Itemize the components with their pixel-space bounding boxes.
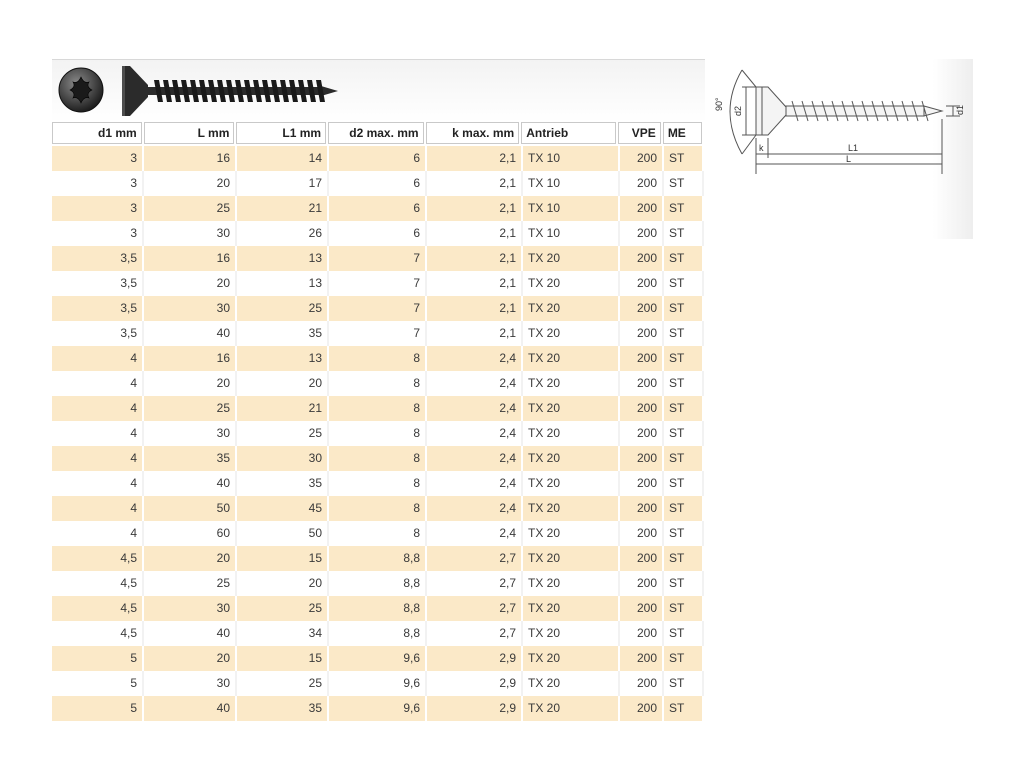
cell-l1: 13 (237, 346, 329, 371)
cell-k: 2,7 (427, 546, 523, 571)
cell-vpe: 200 (620, 296, 664, 321)
cell-l1: 15 (237, 546, 329, 571)
cell-vpe: 200 (620, 346, 664, 371)
table-row (52, 196, 704, 221)
cell-l1: 20 (237, 371, 329, 396)
header-l: L mm (144, 122, 235, 144)
cell-me: ST (664, 296, 704, 321)
cell-d2: 8,8 (329, 546, 427, 571)
cell-vpe: 200 (620, 246, 664, 271)
cell-d1: 4,5 (52, 596, 144, 621)
cell-l: 20 (144, 171, 237, 196)
cell-me: ST (664, 671, 704, 696)
cell-k: 2,1 (427, 271, 523, 296)
table-row (52, 446, 704, 471)
cell-me: ST (664, 596, 704, 621)
cell-d2: 8 (329, 496, 427, 521)
cell-d1: 4 (52, 346, 144, 371)
table-row (52, 596, 704, 621)
cell-me: ST (664, 146, 704, 171)
cell-me: ST (664, 521, 704, 546)
angle-label: 90° (714, 97, 724, 111)
table-row (52, 471, 704, 496)
cell-d1: 3 (52, 146, 144, 171)
cell-vpe: 200 (620, 446, 664, 471)
header-d1: d1 mm (52, 122, 142, 144)
cell-me: ST (664, 346, 704, 371)
cell-antrieb: TX 20 (523, 696, 620, 721)
cell-k: 2,1 (427, 171, 523, 196)
cell-d2: 6 (329, 146, 427, 171)
cell-k: 2,1 (427, 296, 523, 321)
cell-l1: 45 (237, 496, 329, 521)
cell-l: 30 (144, 671, 237, 696)
cell-k: 2,1 (427, 196, 523, 221)
cell-d1: 5 (52, 671, 144, 696)
cell-me: ST (664, 471, 704, 496)
cell-l: 30 (144, 421, 237, 446)
table-row (52, 621, 704, 646)
l1-label: L1 (848, 143, 859, 153)
table-row (52, 271, 704, 296)
table-row (52, 696, 704, 721)
cell-d1: 3 (52, 171, 144, 196)
cell-l1: 25 (237, 671, 329, 696)
cell-me: ST (664, 221, 704, 246)
cell-antrieb: TX 10 (523, 221, 620, 246)
cell-l1: 35 (237, 471, 329, 496)
cell-d2: 6 (329, 171, 427, 196)
table-row (52, 396, 704, 421)
cell-l: 40 (144, 696, 237, 721)
cell-k: 2,1 (427, 221, 523, 246)
cell-vpe: 200 (620, 696, 664, 721)
cell-antrieb: TX 20 (523, 471, 620, 496)
cell-k: 2,4 (427, 346, 523, 371)
cell-antrieb: TX 10 (523, 171, 620, 196)
d1-label: d1 (955, 104, 965, 115)
cell-d1: 4 (52, 446, 144, 471)
cell-l1: 13 (237, 246, 329, 271)
cell-antrieb: TX 20 (523, 596, 620, 621)
cell-l: 35 (144, 446, 237, 471)
table-body (52, 146, 704, 721)
cell-l1: 21 (237, 396, 329, 421)
cell-l1: 14 (237, 146, 329, 171)
header-l1: L1 mm (236, 122, 326, 144)
cell-me: ST (664, 246, 704, 271)
table-row (52, 146, 704, 171)
table-row (52, 646, 704, 671)
table-row (52, 346, 704, 371)
table-row (52, 296, 704, 321)
table-row (52, 371, 704, 396)
cell-l1: 26 (237, 221, 329, 246)
cell-d2: 8 (329, 421, 427, 446)
cell-vpe: 200 (620, 196, 664, 221)
cell-l: 40 (144, 471, 237, 496)
cell-l1: 17 (237, 171, 329, 196)
cell-k: 2,4 (427, 496, 523, 521)
cell-l: 25 (144, 571, 237, 596)
cell-l: 16 (144, 246, 237, 271)
cell-antrieb: TX 20 (523, 396, 620, 421)
cell-vpe: 200 (620, 621, 664, 646)
table-row (52, 571, 704, 596)
cell-d1: 4 (52, 421, 144, 446)
cell-d1: 5 (52, 696, 144, 721)
cell-antrieb: TX 20 (523, 621, 620, 646)
cell-vpe: 200 (620, 546, 664, 571)
cell-me: ST (664, 196, 704, 221)
cell-me: ST (664, 321, 704, 346)
cell-l: 40 (144, 621, 237, 646)
spec-table (52, 120, 704, 721)
cell-k: 2,9 (427, 696, 523, 721)
cell-k: 2,7 (427, 596, 523, 621)
cell-k: 2,7 (427, 571, 523, 596)
header-d2: d2 max. mm (328, 122, 424, 144)
cell-antrieb: TX 20 (523, 246, 620, 271)
cell-antrieb: TX 20 (523, 346, 620, 371)
cell-me: ST (664, 496, 704, 521)
cell-me: ST (664, 621, 704, 646)
cell-d1: 3,5 (52, 321, 144, 346)
table-row (52, 171, 704, 196)
cell-d2: 8 (329, 471, 427, 496)
cell-k: 2,7 (427, 621, 523, 646)
cell-k: 2,4 (427, 396, 523, 421)
cell-d1: 4 (52, 396, 144, 421)
cell-l1: 25 (237, 296, 329, 321)
cell-d1: 4 (52, 521, 144, 546)
cell-antrieb: TX 10 (523, 196, 620, 221)
cell-k: 2,9 (427, 671, 523, 696)
cell-antrieb: TX 20 (523, 371, 620, 396)
cell-d1: 3,5 (52, 271, 144, 296)
header-antrieb: Antrieb (521, 122, 616, 144)
cell-d2: 7 (329, 321, 427, 346)
cell-l: 16 (144, 146, 237, 171)
table-row (52, 546, 704, 571)
cell-l1: 13 (237, 271, 329, 296)
cell-vpe: 200 (620, 496, 664, 521)
dimension-diagram (708, 62, 970, 180)
cell-l: 40 (144, 321, 237, 346)
cell-l: 50 (144, 496, 237, 521)
cell-me: ST (664, 571, 704, 596)
cell-vpe: 200 (620, 571, 664, 596)
cell-antrieb: TX 20 (523, 321, 620, 346)
cell-l1: 50 (237, 521, 329, 546)
cell-d2: 8,8 (329, 621, 427, 646)
cell-vpe: 200 (620, 421, 664, 446)
cell-d2: 8,8 (329, 571, 427, 596)
cell-k: 2,1 (427, 246, 523, 271)
cell-l: 20 (144, 546, 237, 571)
cell-antrieb: TX 20 (523, 496, 620, 521)
cell-d2: 7 (329, 296, 427, 321)
cell-k: 2,4 (427, 446, 523, 471)
cell-d1: 4,5 (52, 621, 144, 646)
cell-l: 25 (144, 196, 237, 221)
cell-d2: 9,6 (329, 646, 427, 671)
cell-d2: 8,8 (329, 596, 427, 621)
cell-d1: 3 (52, 196, 144, 221)
table-row (52, 671, 704, 696)
cell-d2: 9,6 (329, 696, 427, 721)
torx-head-icon (57, 66, 105, 114)
cell-antrieb: TX 20 (523, 271, 620, 296)
table-row (52, 246, 704, 271)
d2-label: d2 (733, 105, 743, 116)
cell-me: ST (664, 421, 704, 446)
cell-vpe: 200 (620, 321, 664, 346)
cell-d1: 4 (52, 496, 144, 521)
cell-vpe: 200 (620, 471, 664, 496)
cell-d1: 5 (52, 646, 144, 671)
cell-d2: 9,6 (329, 671, 427, 696)
cell-d2: 8 (329, 371, 427, 396)
cell-antrieb: TX 20 (523, 646, 620, 671)
cell-antrieb: TX 20 (523, 546, 620, 571)
cell-vpe: 200 (620, 521, 664, 546)
cell-antrieb: TX 20 (523, 671, 620, 696)
cell-d2: 8 (329, 396, 427, 421)
cell-me: ST (664, 646, 704, 671)
cell-l1: 15 (237, 646, 329, 671)
cell-d1: 3,5 (52, 246, 144, 271)
cell-l1: 30 (237, 446, 329, 471)
header-vpe: VPE (618, 122, 661, 144)
table-row (52, 421, 704, 446)
cell-antrieb: TX 20 (523, 521, 620, 546)
cell-l1: 34 (237, 621, 329, 646)
cell-d2: 8 (329, 446, 427, 471)
cell-vpe: 200 (620, 221, 664, 246)
cell-k: 2,1 (427, 146, 523, 171)
header-k: k max. mm (426, 122, 520, 144)
cell-l: 30 (144, 596, 237, 621)
cell-me: ST (664, 171, 704, 196)
cell-d1: 4,5 (52, 546, 144, 571)
l-label: L (846, 154, 852, 164)
cell-k: 2,4 (427, 421, 523, 446)
cell-l1: 25 (237, 596, 329, 621)
cell-d2: 6 (329, 196, 427, 221)
cell-l: 30 (144, 221, 237, 246)
cell-vpe: 200 (620, 396, 664, 421)
cell-l: 25 (144, 396, 237, 421)
cell-d1: 4 (52, 471, 144, 496)
cell-d2: 7 (329, 271, 427, 296)
cell-l1: 20 (237, 571, 329, 596)
table-row (52, 321, 704, 346)
cell-l1: 25 (237, 421, 329, 446)
cell-l1: 21 (237, 196, 329, 221)
cell-l: 20 (144, 371, 237, 396)
cell-k: 2,4 (427, 471, 523, 496)
cell-vpe: 200 (620, 371, 664, 396)
cell-antrieb: TX 10 (523, 146, 620, 171)
table-row (52, 221, 704, 246)
cell-me: ST (664, 371, 704, 396)
cell-k: 2,4 (427, 371, 523, 396)
cell-l: 20 (144, 646, 237, 671)
cell-l: 60 (144, 521, 237, 546)
cell-k: 2,1 (427, 321, 523, 346)
cell-l1: 35 (237, 321, 329, 346)
cell-vpe: 200 (620, 146, 664, 171)
cell-d1: 3 (52, 221, 144, 246)
cell-d2: 8 (329, 346, 427, 371)
cell-vpe: 200 (620, 671, 664, 696)
cell-vpe: 200 (620, 596, 664, 621)
cell-me: ST (664, 396, 704, 421)
cell-antrieb: TX 20 (523, 421, 620, 446)
cell-vpe: 200 (620, 271, 664, 296)
cell-me: ST (664, 271, 704, 296)
cell-k: 2,4 (427, 521, 523, 546)
cell-d1: 4,5 (52, 571, 144, 596)
k-label: k (759, 143, 764, 153)
cell-me: ST (664, 696, 704, 721)
cell-l: 16 (144, 346, 237, 371)
cell-d2: 6 (329, 221, 427, 246)
cell-antrieb: TX 20 (523, 571, 620, 596)
cell-vpe: 200 (620, 171, 664, 196)
table-row (52, 521, 704, 546)
cell-k: 2,9 (427, 646, 523, 671)
cell-d2: 8 (329, 521, 427, 546)
cell-antrieb: TX 20 (523, 296, 620, 321)
cell-me: ST (664, 546, 704, 571)
cell-l1: 35 (237, 696, 329, 721)
cell-d1: 4 (52, 371, 144, 396)
cell-vpe: 200 (620, 646, 664, 671)
cell-d1: 3,5 (52, 296, 144, 321)
cell-antrieb: TX 20 (523, 446, 620, 471)
table-row (52, 496, 704, 521)
cell-d2: 7 (329, 246, 427, 271)
header-me: ME (663, 122, 702, 144)
cell-l: 30 (144, 296, 237, 321)
countersunk-screw-icon (118, 64, 343, 118)
table-header (52, 120, 704, 146)
cell-l: 20 (144, 271, 237, 296)
cell-me: ST (664, 446, 704, 471)
